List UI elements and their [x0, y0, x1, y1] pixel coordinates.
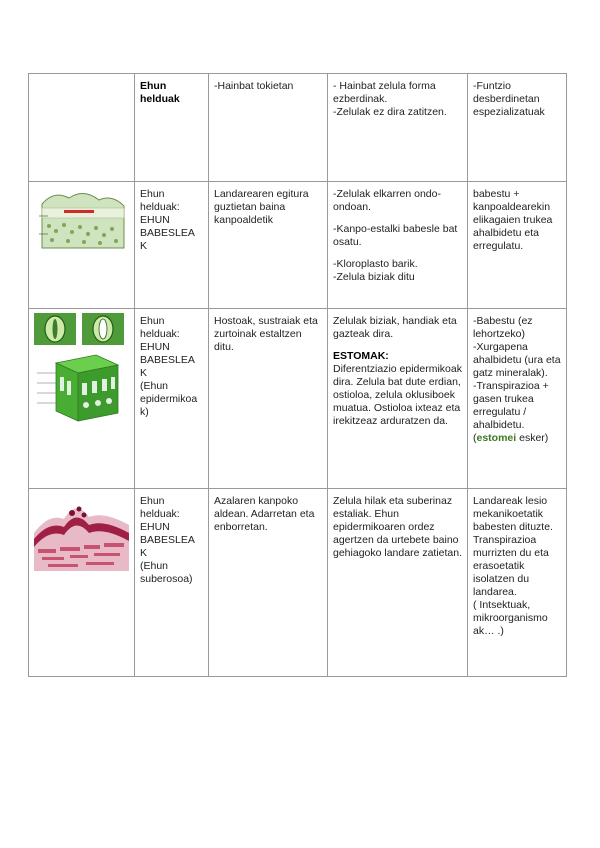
paren-open: (	[473, 432, 477, 444]
tissue-name-cell	[135, 182, 209, 309]
structure-line: -Kloroplasto barik.	[333, 258, 418, 270]
structure-line: Zelula hilak eta suberinaz estaliak. Ehun epidermikoaren ordez agertzen da urtebete baino gehiagoko landare zatietan.	[333, 495, 463, 559]
structure-cell	[328, 182, 468, 309]
tissue-name-line: EHUN BABESLEA	[140, 521, 195, 546]
function-cell	[468, 74, 567, 182]
function-line-highlight	[473, 432, 561, 445]
tissue-name-line: (Ehun suberosoa)	[140, 560, 193, 585]
tissue-name-line: EHUN BABESLEA	[140, 214, 195, 239]
table-row	[29, 74, 567, 182]
epidermis-leaf-section-image	[34, 186, 129, 256]
tissue-name-line: k)	[140, 406, 149, 418]
tissue-name-line: K	[140, 547, 148, 559]
structure-heading: ESTOMAK:	[333, 350, 389, 362]
image-cell	[29, 182, 135, 309]
stomata-highlight: estomei	[476, 432, 517, 444]
structure-line: -Zelulak elkarren ondo-ondoan.	[333, 188, 441, 213]
location-cell	[209, 182, 328, 309]
tissue-name: Ehun helduak	[140, 80, 180, 105]
location-cell	[209, 309, 328, 489]
function-line: -Funtzio desberdinetan espezializatuak	[473, 80, 545, 118]
function-line: -Babestu (ez lehortzeko)	[473, 315, 533, 340]
structure-line: Diferentziazio epidermikoak dira. Zelula bat dute erdian, ostioloa, zelula oklusiboek muatua. Ostioloa ixteaz eta irekitzeaz arduratzen da.	[333, 363, 462, 427]
tissue-name-line: Ehun helduak:	[140, 188, 180, 213]
location-text: Hostoak, sustraiak eta zurtoinak estaltzen ditu.	[214, 315, 318, 353]
function-line: babestu + kanpoaldearekin elikagaien trukea ahalbidetu eta erregulatu.	[473, 188, 553, 252]
tissue-name-line: K	[140, 367, 148, 379]
location-text: Landarearen egitura guztietan baina kanpoaldetik	[214, 188, 309, 226]
structure-cell	[328, 309, 468, 489]
tissue-name-line: Ehun helduak:	[140, 495, 180, 520]
stomata-micrographs-image	[34, 313, 129, 433]
tissue-name-cell	[135, 309, 209, 489]
table-row	[29, 182, 567, 309]
structure-line: -Zelulak ez dira zatitzen.	[333, 106, 447, 118]
table-row	[29, 489, 567, 677]
structure-line: -Zelula biziak ditu	[333, 271, 415, 283]
image-cell	[29, 489, 135, 677]
function-line: -Xurgapena ahalbidetu (ura eta gatz mineralak).	[473, 341, 561, 379]
function-line: Landareak lesio mekanikoetatik babesten dituzte.	[473, 495, 553, 533]
structure-line: - Hainbat zelula forma ezberdinak.	[333, 80, 436, 105]
tissue-name-line: K	[140, 240, 148, 252]
location-text: -Hainbat tokietan	[214, 80, 294, 92]
location-cell	[209, 489, 328, 677]
tissue-name-line: Ehun helduak:	[140, 315, 180, 340]
function-cell	[468, 182, 567, 309]
tissue-name-line: EHUN BABESLEA	[140, 341, 195, 366]
image-cell	[29, 74, 135, 182]
image-cell	[29, 309, 135, 489]
structure-line: -Kanpo-estalki babesle bat osatu.	[333, 223, 458, 248]
tissue-name-cell	[135, 74, 209, 182]
function-line: ( Intsektuak, mikroorganismo ak… .)	[473, 599, 548, 637]
tissue-name-line: (Ehun epidermikoa	[140, 380, 198, 405]
location-cell	[209, 74, 328, 182]
tissue-table	[28, 73, 567, 677]
suberose-tissue-image	[34, 493, 129, 571]
structure-cell	[328, 489, 468, 677]
function-line: -Transpirazioa + gasen trukea erregulatu / ahalbidetu.	[473, 380, 549, 431]
table-row	[29, 309, 567, 489]
structure-cell	[328, 74, 468, 182]
function-cell	[468, 309, 567, 489]
function-line: Transpirazioa murrizten du eta erasoetatik isolatzen du landarea.	[473, 534, 549, 598]
location-text: Azalaren kanpoko aldean. Adarretan eta enborretan.	[214, 495, 315, 533]
structure-line: Zelulak biziak, handiak eta gazteak dira.	[333, 315, 457, 340]
function-cell	[468, 489, 567, 677]
paren-close: esker)	[516, 432, 549, 444]
tissue-name-cell	[135, 489, 209, 677]
